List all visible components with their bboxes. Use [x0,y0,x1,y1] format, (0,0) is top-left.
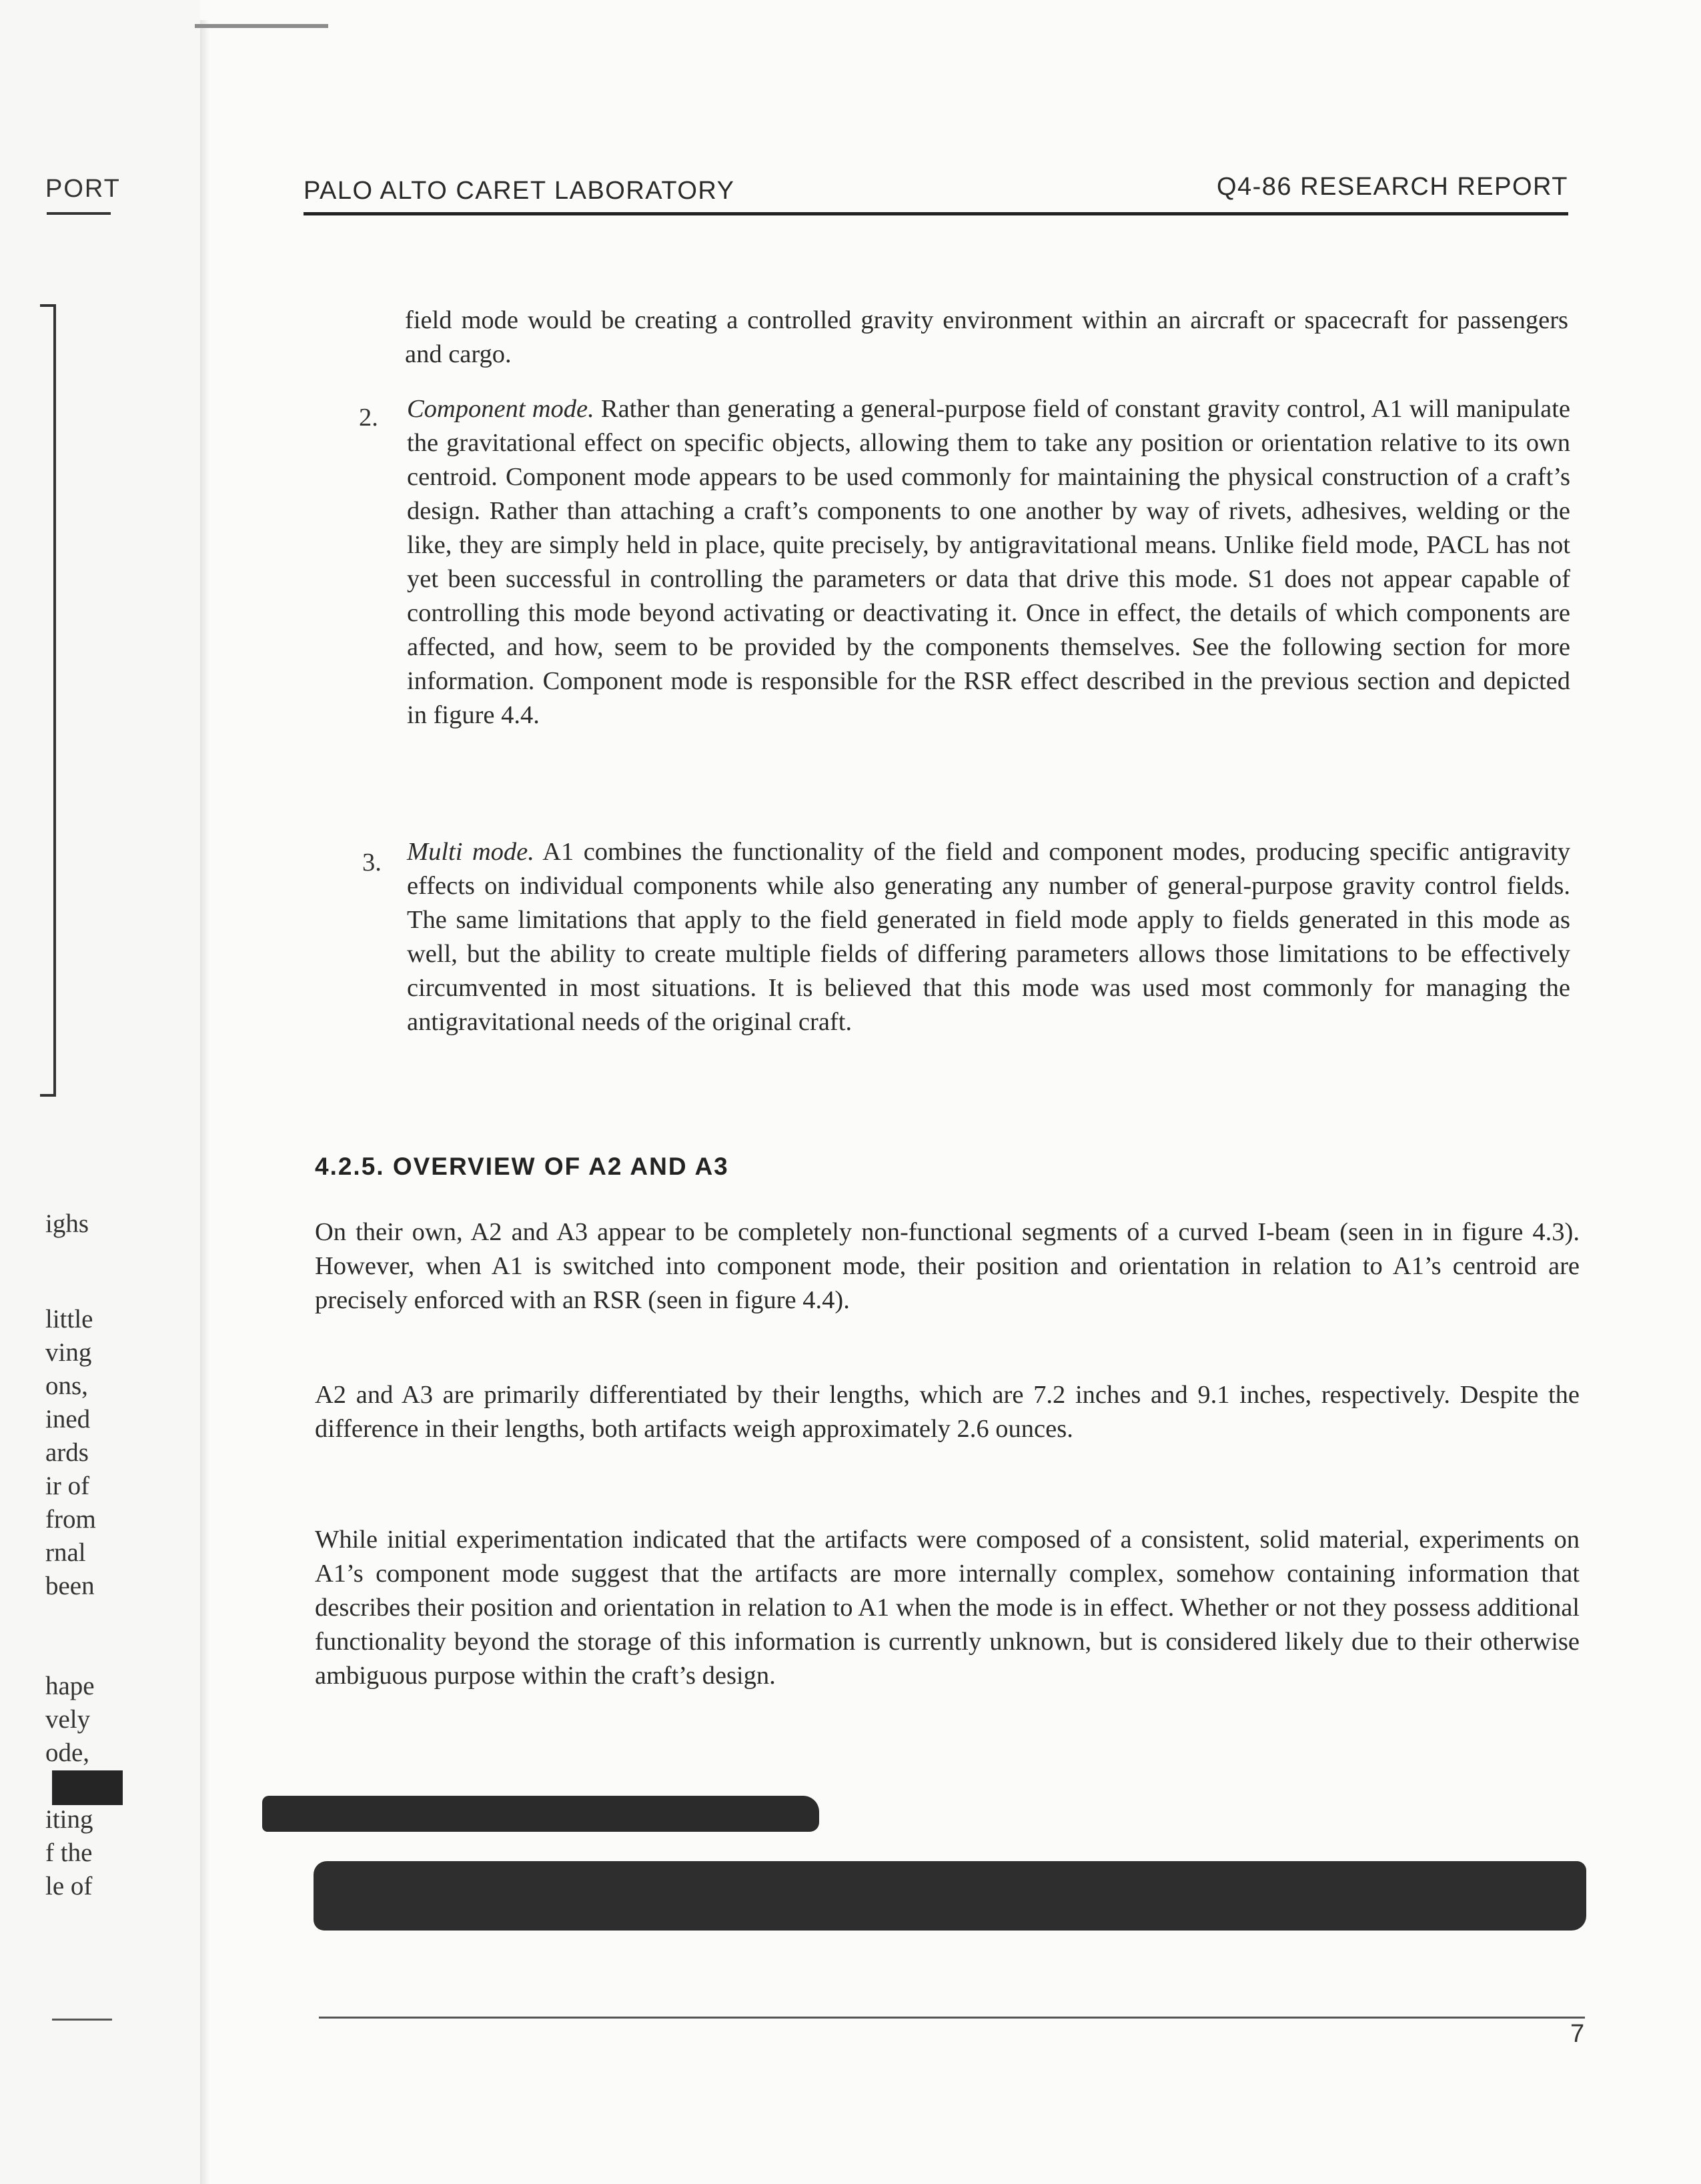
previous-page-redaction [52,1770,123,1805]
section-paragraph: While initial experimentation indicated that the artifacts were composed of a consistent, solid material, experiments on A1’s component mode suggest that the artifacts are more internally complex, somehow containing information that describes their position and orientation in relation to A1 when the mode is in effect. Whether or not they possess additional functionality beyond the storage of this information is currently unknown, but is considered likely due to their otherwise ambiguous purpose within the craft’s design. [315,1526,1580,1690]
list-item-term: Component mode. [407,395,594,423]
list-number: 3. [362,849,382,877]
previous-page-edge [0,0,200,2184]
section-paragraph: On their own, A2 and A3 appear to be completely non-functional segments of a curved I-beam (seen in in figure 4.3). However, when A1 is switched into component mode, their position and orientation in relation to A1’s centroid are precisely enforced with an RSR (seen in figure 4.4). [315,1218,1580,1314]
previous-page-word-group [45,1670,95,1770]
previous-page-word: ving [45,1338,92,1367]
previous-page-word: vely [45,1705,91,1734]
continuation-paragraph: field mode would be creating a controlled gravity environment within an aircraft or spacecraft for passengers and cargo. [405,306,1568,368]
header-rule [304,212,1568,215]
previous-page-word: ons, [45,1372,88,1400]
previous-page-word: been [45,1572,95,1600]
previous-page-word: le of [45,1872,93,1900]
page-number: 7 [1570,2020,1585,2048]
list-item-component-mode [407,392,1570,732]
redaction-bar [262,1796,819,1832]
previous-page-word-group [45,1803,93,1903]
page-top-edge [195,24,328,28]
page-binding-shadow [200,20,209,2184]
redaction-bar [314,1861,1586,1931]
previous-page-footer-rule [52,2019,112,2021]
previous-page-word-group [45,1303,96,1603]
footer-rule [319,2017,1585,2019]
previous-page-word: ir of [45,1472,90,1500]
previous-page-word: ighs [45,1209,89,1238]
section-heading: 4.2.5. OVERVIEW OF A2 AND A3 [315,1153,729,1180]
list-item-multi-mode [407,835,1570,1039]
previous-page-word: iting [45,1805,93,1834]
list-item-term: Multi mode. [407,838,534,866]
previous-page-word: from [45,1505,96,1534]
previous-page-word: hape [45,1672,95,1700]
previous-page-word: ode, [45,1738,90,1767]
previous-page-word: little [45,1305,93,1333]
previous-page-bracket [40,304,56,1097]
page-header [304,168,1568,215]
previous-page-header-fragment: PORT [45,175,121,203]
header-report-title: Q4-86 RESEARCH REPORT [1216,173,1568,201]
list-item-text: A1 combines the functionality of the field and component modes, producing specific antigravity effects on individual components while also generating any number of general-purpose gravity control fields. The same limitations that apply to the field generated in field mode apply to fields generated in this mode as well, but the ability to create multiple fields of differing parameters allows those limitations to be effectively circumvented in most situations. It is believed that this mode was used most commonly for managing the antigravitational needs of the original craft. [407,838,1570,1036]
list-number: 2. [359,404,378,432]
previous-page-word: ined [45,1405,91,1434]
previous-page-word-group [45,1207,89,1241]
section-paragraph: A2 and A3 are primarily differentiated by their lengths, which are 7.2 inches and 9.1 inches, respectively. Despite the difference in their lengths, both artifacts weigh approximately 2.6 ounces. [315,1381,1580,1443]
previous-page-header-rule [47,212,111,215]
previous-page-word: f the [45,1838,93,1867]
previous-page-word: ards [45,1438,89,1467]
header-organization: PALO ALTO CARET LABORATORY [304,177,735,205]
list-item-text: Rather than generating a general-purpose field of constant gravity control, A1 will manipulate the gravitational effect on specific objects, allowing them to take any position or orientation relative to its own centroid. Component mode appears to be used commonly for maintaining the physical construction of a craft’s design. Rather than attaching a craft’s components to one another by way of rivets, adhesives, welding or the like, they are simply held in place, quite precisely, by antigravitational means. Unlike field mode, PACL has not yet been successful in controlling the parameters or data that drive this mode. S1 does not appear capable of controlling this mode beyond activating or deactivating it. Once in effect, the details of which components are affected, and how, seem to be provided by the components themselves. See the following section for more information. Component mode is responsible for the RSR effect described in the previous section and depicted in figure 4.4. [407,395,1570,729]
previous-page-word: rnal [45,1538,86,1567]
